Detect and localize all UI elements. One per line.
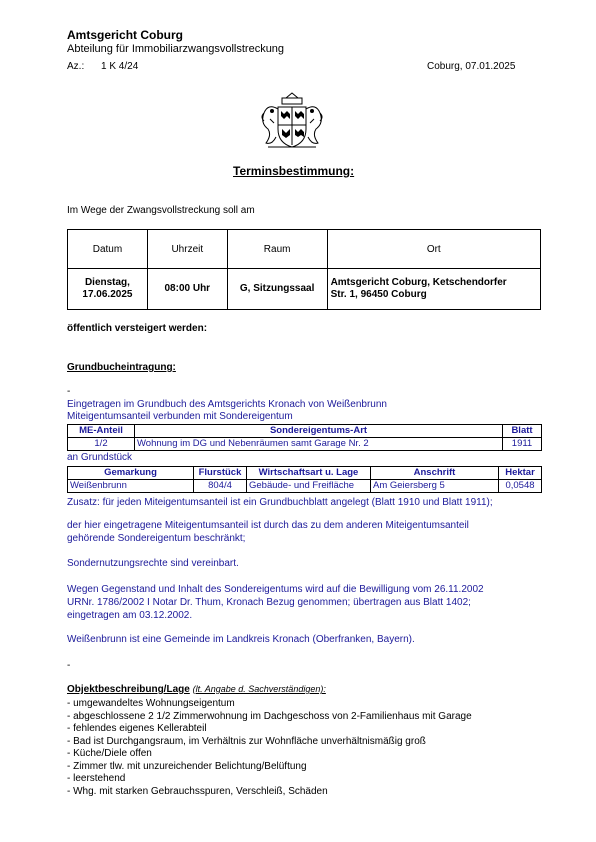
- objekt-heading-note: (lt. Angabe d. Sachverständigen):: [192, 684, 326, 694]
- plot-header-hektar: Hektar: [499, 467, 542, 480]
- list-item: - umgewandeltes Wohnungseigentum: [67, 698, 235, 709]
- plot-cell-anschrift: Am Geiersberg 5: [371, 480, 499, 493]
- list-item: - Zimmer tlw. mit unzureichender Belichtung/Belüftung: [67, 760, 307, 772]
- plot-header-flurstueck: Flurstück: [194, 467, 247, 480]
- header-ort: Ort: [327, 230, 540, 269]
- termin-date-day: 17.06.2025: [82, 289, 133, 301]
- header-uhrzeit: Uhrzeit: [147, 230, 227, 269]
- para3-line2: URNr. 1786/2002 I Notar Dr. Thum, Kronach Bezug genommen; übertragen aus Blatt 1402;: [67, 597, 471, 608]
- an-grundstueck: an Grundstück: [67, 452, 133, 463]
- para3-line1: Wegen Gegenstand und Inhalt des Sondereigentums wird auf die Bewilligung vom 26.11.2002: [67, 584, 484, 595]
- objekt-heading: Objektbeschreibung/Lage: [67, 684, 190, 695]
- termin-date-weekday: Dienstag,: [84, 277, 130, 289]
- me-header-blatt: Blatt: [503, 425, 542, 438]
- grundbuch-dash2: -: [67, 660, 71, 671]
- plot-header-wirtschaftsart: Wirtschaftsart u. Lage: [247, 467, 371, 480]
- place-date: Coburg, 07.01.2025: [427, 61, 516, 72]
- me-header-anteil: ME-Anteil: [68, 425, 135, 438]
- para1-line1: der hier eingetragene Miteigentumsanteil ist durch das zu dem anderen Miteigentumsanteil: [67, 520, 469, 531]
- plot-header-anschrift: Anschrift: [371, 467, 499, 480]
- termin-place-line1: Amtsgericht Coburg, Ketschendorfer: [330, 277, 507, 289]
- plot-cell-flurstueck: 804/4: [194, 480, 247, 493]
- list-item: - Whg. mit starken Gebrauchsspuren, Verschleiß, Schäden: [67, 785, 328, 797]
- me-table: [67, 424, 542, 451]
- list-item: - abgeschlossene 2 1/2 Zimmerwohnung im Dachgeschoss von 2-Familienhaus mit Garage: [67, 710, 472, 722]
- termin-date: [68, 269, 148, 310]
- list-item: - leerstehend: [67, 773, 126, 784]
- termin-time: 08:00 Uhr: [147, 269, 227, 310]
- court-department: Abteilung für Immobiliarzwangsvollstreckung: [67, 43, 285, 55]
- termin-table: [67, 229, 541, 310]
- para3-line3: eingetragen am 03.12.2002.: [67, 610, 193, 621]
- grundbuch-dash: -: [67, 386, 71, 397]
- page-title: Terminsbestimmung:: [233, 164, 355, 178]
- zusatz-text: Zusatz: für jeden Miteigentumsanteil ist ein Grundbuchblatt angelegt (Blatt 1910 und Blatt 1911);: [67, 497, 493, 508]
- court-name: Amtsgericht Coburg: [67, 28, 184, 42]
- header-datum: Datum: [68, 230, 148, 269]
- plot-table: [67, 466, 542, 493]
- auction-text: öffentlich versteigert werden:: [67, 323, 208, 334]
- grundbuch-line2: Miteigentumsanteil verbunden mit Sondereigentum: [67, 411, 293, 422]
- me-header-art: Sondereigentums-Art: [135, 425, 503, 438]
- header-raum: Raum: [227, 230, 327, 269]
- termin-room: G, Sitzungssaal: [227, 269, 327, 310]
- me-cell-anteil: 1/2: [68, 438, 135, 451]
- plot-cell-wirtschaftsart: Gebäude- und Freifläche: [247, 480, 371, 493]
- grundbuch-line1: Eingetragen im Grundbuch des Amtsgerichts Kronach von Weißenbrunn: [67, 399, 387, 410]
- objekt-heading-row: [67, 684, 326, 695]
- me-cell-blatt: 1911: [503, 438, 542, 451]
- list-item: - fehlendes eigenes Kellerabteil: [67, 723, 207, 734]
- para2: Sondernutzungsrechte sind vereinbart.: [67, 558, 239, 569]
- intro-text: Im Wege der Zwangsvollstreckung soll am: [67, 205, 255, 216]
- plot-cell-gemarkung: Weißenbrunn: [68, 480, 194, 493]
- termin-place: [327, 269, 540, 310]
- file-label: Az.:: [67, 61, 85, 72]
- objekt-list: [67, 698, 472, 798]
- plot-header-gemarkung: Gemarkung: [68, 467, 194, 480]
- list-item: - Küche/Diele offen: [67, 748, 152, 759]
- para4: Weißenbrunn ist eine Gemeinde im Landkreis Kronach (Oberfranken, Bayern).: [67, 634, 415, 645]
- para1-line2: gehörende Sondereigentum beschränkt;: [67, 533, 246, 544]
- list-item: - Bad ist Durchgangsraum, im Verhältnis zur Wohnfläche unverhältnismäßig groß: [67, 735, 426, 747]
- termin-place-line2: Str. 1, 96450 Coburg: [330, 289, 427, 301]
- bavarian-coat-of-arms-icon: [258, 89, 326, 153]
- plot-cell-hektar: 0,0548: [499, 480, 542, 493]
- file-number: 1 K 4/24: [101, 61, 139, 72]
- me-cell-art: Wohnung im DG und Nebenräumen samt Garage Nr. 2: [135, 438, 503, 451]
- grundbuch-heading: Grundbucheintragung:: [67, 362, 176, 373]
